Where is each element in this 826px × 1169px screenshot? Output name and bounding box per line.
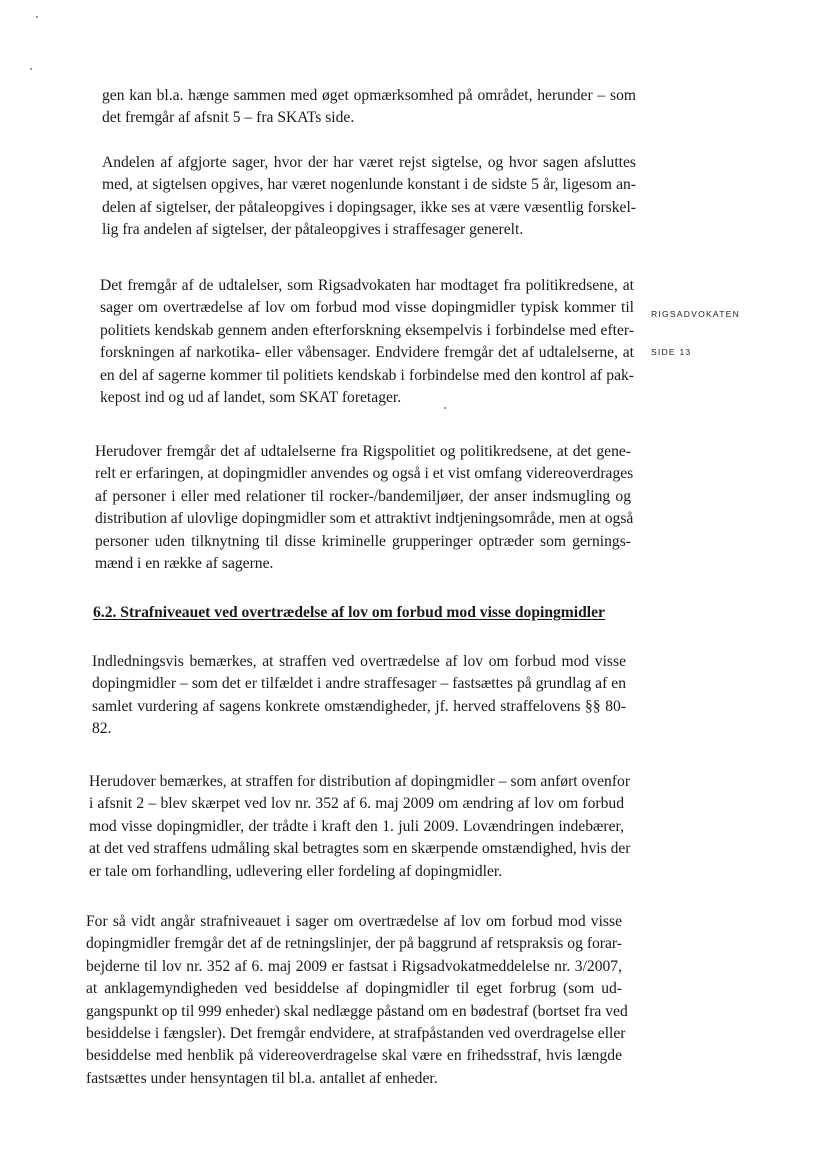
body-paragraph: [92, 651, 626, 741]
text-line: Herudover bemærkes, at straffen for distribution af dopingmidler – som anført ovenfor: [89, 773, 631, 790]
text-line: sager om overtrædelse af lov om forbud mod visse dopingmidler typisk kommer til: [100, 299, 634, 317]
text-line: af personer i eller med relationer til rocker-/bandemiljøer, der anser indsmugling og: [95, 487, 631, 505]
body-paragraph: [102, 85, 636, 130]
text-line: delen af sigtelser, der påtaleopgives i dopingsager, ikke ses at være væsentlig forskel-: [102, 198, 636, 216]
scan-speck: [36, 16, 38, 18]
text-line: forskningen af narkotika- eller våbensager. Endvidere fremgår det af udtalelserne, at: [100, 344, 634, 362]
text-line: i afsnit 2 – blev skærpet ved lov nr. 352 af 6. maj 2009 om ændring af lov om forbud: [89, 795, 624, 813]
text-line: kepost ind og ud af landet, som SKAT foretager.: [100, 389, 402, 407]
text-line: det fremgår af afsnit 5 – fra SKATs side.: [102, 109, 355, 127]
text-line: er tale om forhandling, udlevering eller fordeling af dopingmidler.: [89, 862, 503, 880]
body-paragraph: [95, 441, 634, 575]
text-line: mod visse dopingmidler, der trådte i kraft den 1. juli 2009. Lovændringen indebærer,: [89, 817, 624, 835]
text-line: Indledningsvis bemærkes, at straffen ved overtrædelse af lov om forbud mod visse: [92, 653, 626, 670]
text-line: samlet vurdering af sagens konkrete omstændigheder, jf. herved straffelovens §§ 80-: [92, 697, 626, 715]
text-line: Andelen af afgjorte sager, hvor der har været rejst sigtelse, og hvor sagen afsluttes: [102, 154, 636, 171]
text-line: gen kan bl.a. hænge sammen med øget opmærksomhed på området, herunder – som: [102, 87, 636, 104]
text-line: dopingmidler – som det er tilfældet i andre straffesager – fastsættes på grundlag af en: [92, 675, 626, 693]
text-line: mænd i en række af sagerne.: [95, 555, 274, 573]
text-line: med, at sigtelsen opgives, har været nogenlunde konstant i de sidste 5 år, ligesom an-: [102, 176, 636, 194]
text-line: at det ved straffens udmåling skal betragtes som en skærpende omstændighed, hvis der: [89, 840, 631, 858]
text-line: Det fremgår af de udtalelser, som Rigsadvokaten har modtaget fra politikredsene, at: [100, 277, 634, 294]
text-line: lig fra andelen af sigtelser, der påtaleopgives i straffesager generelt.: [102, 221, 524, 239]
text-line: For så vidt angår strafniveauet i sager om overtrædelse af lov om forbud mod visse: [86, 913, 622, 930]
body-paragraph: [86, 911, 628, 1090]
text-line: 82.: [92, 720, 112, 738]
scan-speck: [30, 68, 32, 70]
sidebar-org-name: RIGSADVOKATEN: [651, 309, 740, 319]
text-line: en del af sagerne kommer til politiets kendskab i forbindelse med den kontrol af pak-: [100, 366, 634, 384]
text-line: dopingmidler fremgår det af de retningslinjer, der på baggrund af retspraksis og forar-: [86, 935, 622, 953]
text-line: gangspunkt op til 999 enheder) skal nedlægge påstand om en bødestraf (bortset fra ved: [86, 1002, 628, 1020]
text-line: besiddelse i fængsler). Det fremgår endvidere, at strafpåstanden ved overdragelse eller: [86, 1025, 626, 1043]
text-line: relt er erfaringen, at dopingmidler anvendes og også i et vist omfang videreoverdrages: [95, 465, 634, 483]
section-heading: 6.2. Strafniveauet ved overtrædelse af lov om forbud mod visse dopingmidler: [93, 604, 605, 621]
text-line: fastsættes under hensyntagen til bl.a. antallet af enheder.: [86, 1069, 438, 1087]
text-line: politiets kendskab gennem anden efterforskning eksempelvis i forbindelse med efter-: [100, 321, 634, 339]
text-line: personer uden tilknytning til disse kriminelle grupperinger optræder som gernings-: [95, 532, 631, 550]
body-paragraph: [100, 275, 634, 409]
body-paragraph: [89, 771, 631, 883]
text-line: Herudover fremgår det af udtalelserne fra Rigspolitiet og politikredsene, at det gene-: [95, 443, 631, 460]
text-line: bejderne til lov nr. 352 af 6. maj 2009 er fastsat i Rigsadvokatmeddelelse nr. 3/2007,: [86, 957, 622, 975]
sidebar-page-number: SIDE 13: [651, 347, 692, 357]
text-line: at anklagemyndigheden ved besiddelse af dopingmidler til eget forbrug (som ud-: [86, 980, 622, 998]
body-paragraph: [102, 152, 636, 242]
text-line: distribution af ulovlige dopingmidler som et attraktivt indtjeningsområde, men at også: [95, 510, 634, 528]
text-line: besiddelse med henblik på videreoverdragelse skal være en frihedsstraf, hvis længde: [86, 1047, 622, 1065]
